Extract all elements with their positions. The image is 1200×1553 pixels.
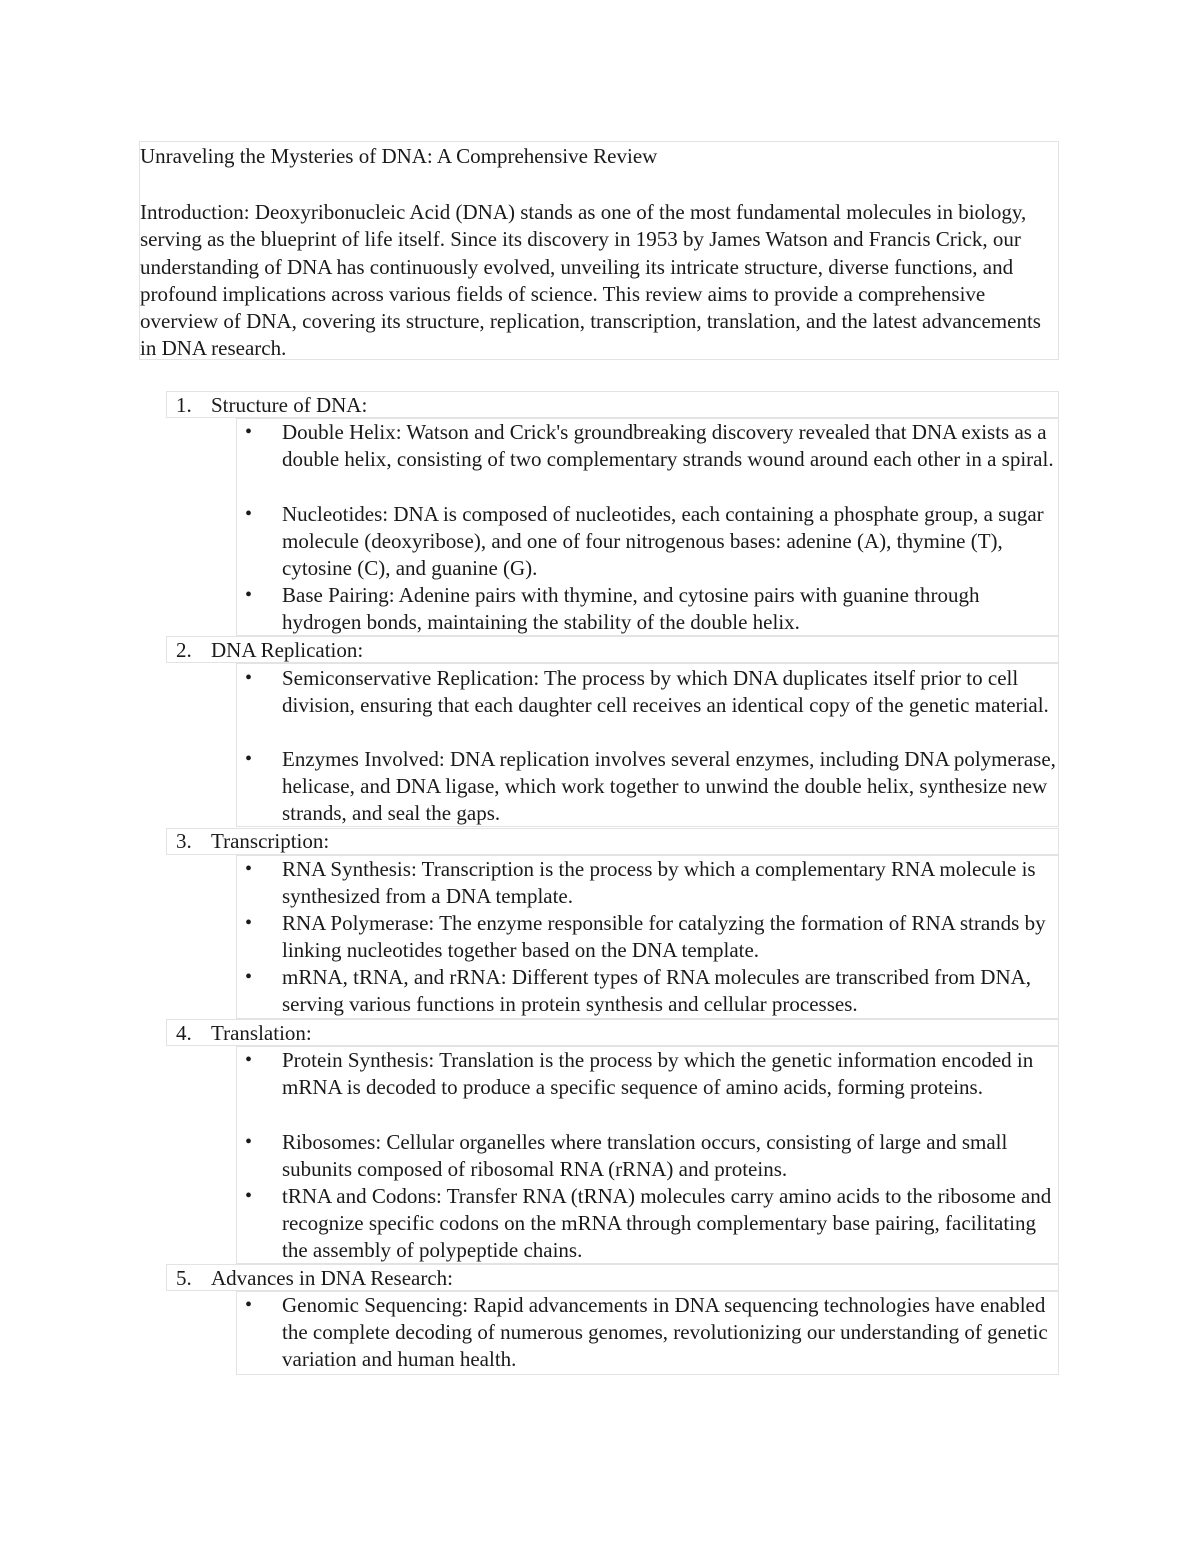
section-title: Translation: xyxy=(211,1021,312,1045)
list-item: Genomic Sequencing: Rapid advancements in DNA sequencing technologies have enabled the complete decoding of numerous genomes, revolutionizing our understanding of genetic variation and human health. xyxy=(282,1293,1048,1372)
list-item: Double Helix: Watson and Crick's groundbreaking discovery revealed that DNA exists as a double helix, consisting of two complementary strands wound around each other in a spiral. xyxy=(282,420,1054,472)
section-title: DNA Replication: xyxy=(211,638,364,662)
bullet-icon: • xyxy=(245,748,253,770)
bullet-icon: • xyxy=(245,1131,253,1153)
document-title: Unraveling the Mysteries of DNA: A Comprehensive Review xyxy=(140,144,658,168)
bullet-icon: • xyxy=(245,503,253,525)
section-number: 3. xyxy=(176,829,192,853)
section-number: 2. xyxy=(176,638,192,662)
bullet-icon: • xyxy=(245,858,253,880)
bullet-icon: • xyxy=(245,421,253,443)
introduction-paragraph: Introduction: Deoxyribonucleic Acid (DNA) stands as one of the most fundamental molecules in biology, serving as the blueprint of life itself. Since its discovery in 1953 by James Watson and Francis Crick, our understanding of DNA has continuously evolved, unveiling its intricate structure, diverse functions, and profound implications across various fields of science. This review aims to provide a comprehensive overview of DNA, covering its structure, replication, transcription, translation, and the latest advancements in DNA research. xyxy=(140,200,1041,361)
list-item: Protein Synthesis: Translation is the process by which the genetic information encoded in mRNA is decoded to produce a specific sequence of amino acids, forming proteins. xyxy=(282,1048,1034,1100)
list-item: Ribosomes: Cellular organelles where translation occurs, consisting of large and small subunits composed of ribosomal RNA (rRNA) and proteins. xyxy=(282,1130,1008,1182)
list-item: mRNA, tRNA, and rRNA: Different types of RNA molecules are transcribed from DNA, serving various functions in protein synthesis and cellular processes. xyxy=(282,965,1032,1017)
list-item: Enzymes Involved: DNA replication involves several enzymes, including DNA polymerase, helicase, and DNA ligase, which work together to unwind the double helix, synthesize new strands, and seal the gaps. xyxy=(282,747,1056,826)
section-number: 4. xyxy=(176,1021,192,1045)
bullet-icon: • xyxy=(245,912,253,934)
list-item: RNA Polymerase: The enzyme responsible for catalyzing the formation of RNA strands by linking nucleotides together based on the DNA template. xyxy=(282,911,1046,963)
section-title: Transcription: xyxy=(211,829,330,853)
bullet-icon: • xyxy=(245,966,253,988)
list-item: Semiconservative Replication: The process by which DNA duplicates itself prior to cell division, ensuring that each daughter cell receives an identical copy of the genetic material. xyxy=(282,666,1049,718)
bullet-icon: • xyxy=(245,1294,253,1316)
list-item: tRNA and Codons: Transfer RNA (tRNA) molecules carry amino acids to the ribosome and recognize specific codons on the mRNA through complementary base pairing, facilitating the assembly of polypeptide chains. xyxy=(282,1184,1052,1263)
section-number: 5. xyxy=(176,1266,192,1290)
section-number: 1. xyxy=(176,393,192,417)
list-item: RNA Synthesis: Transcription is the process by which a complementary RNA molecule is synthesized from a DNA template. xyxy=(282,857,1036,909)
section-title: Structure of DNA: xyxy=(211,393,368,417)
bullet-icon: • xyxy=(245,1049,253,1071)
bullet-icon: • xyxy=(245,584,253,606)
list-item: Nucleotides: DNA is composed of nucleotides, each containing a phosphate group, a sugar molecule (deoxyribose), and one of four nitrogenous bases: adenine (A), thymine (T), cytosine (C), and guanine (G). xyxy=(282,502,1044,581)
bullet-icon: • xyxy=(245,667,253,689)
section-title: Advances in DNA Research: xyxy=(211,1266,454,1290)
bullet-icon: • xyxy=(245,1185,253,1207)
list-item: Base Pairing: Adenine pairs with thymine, and cytosine pairs with guanine through hydrogen bonds, maintaining the stability of the double helix. xyxy=(282,583,980,635)
